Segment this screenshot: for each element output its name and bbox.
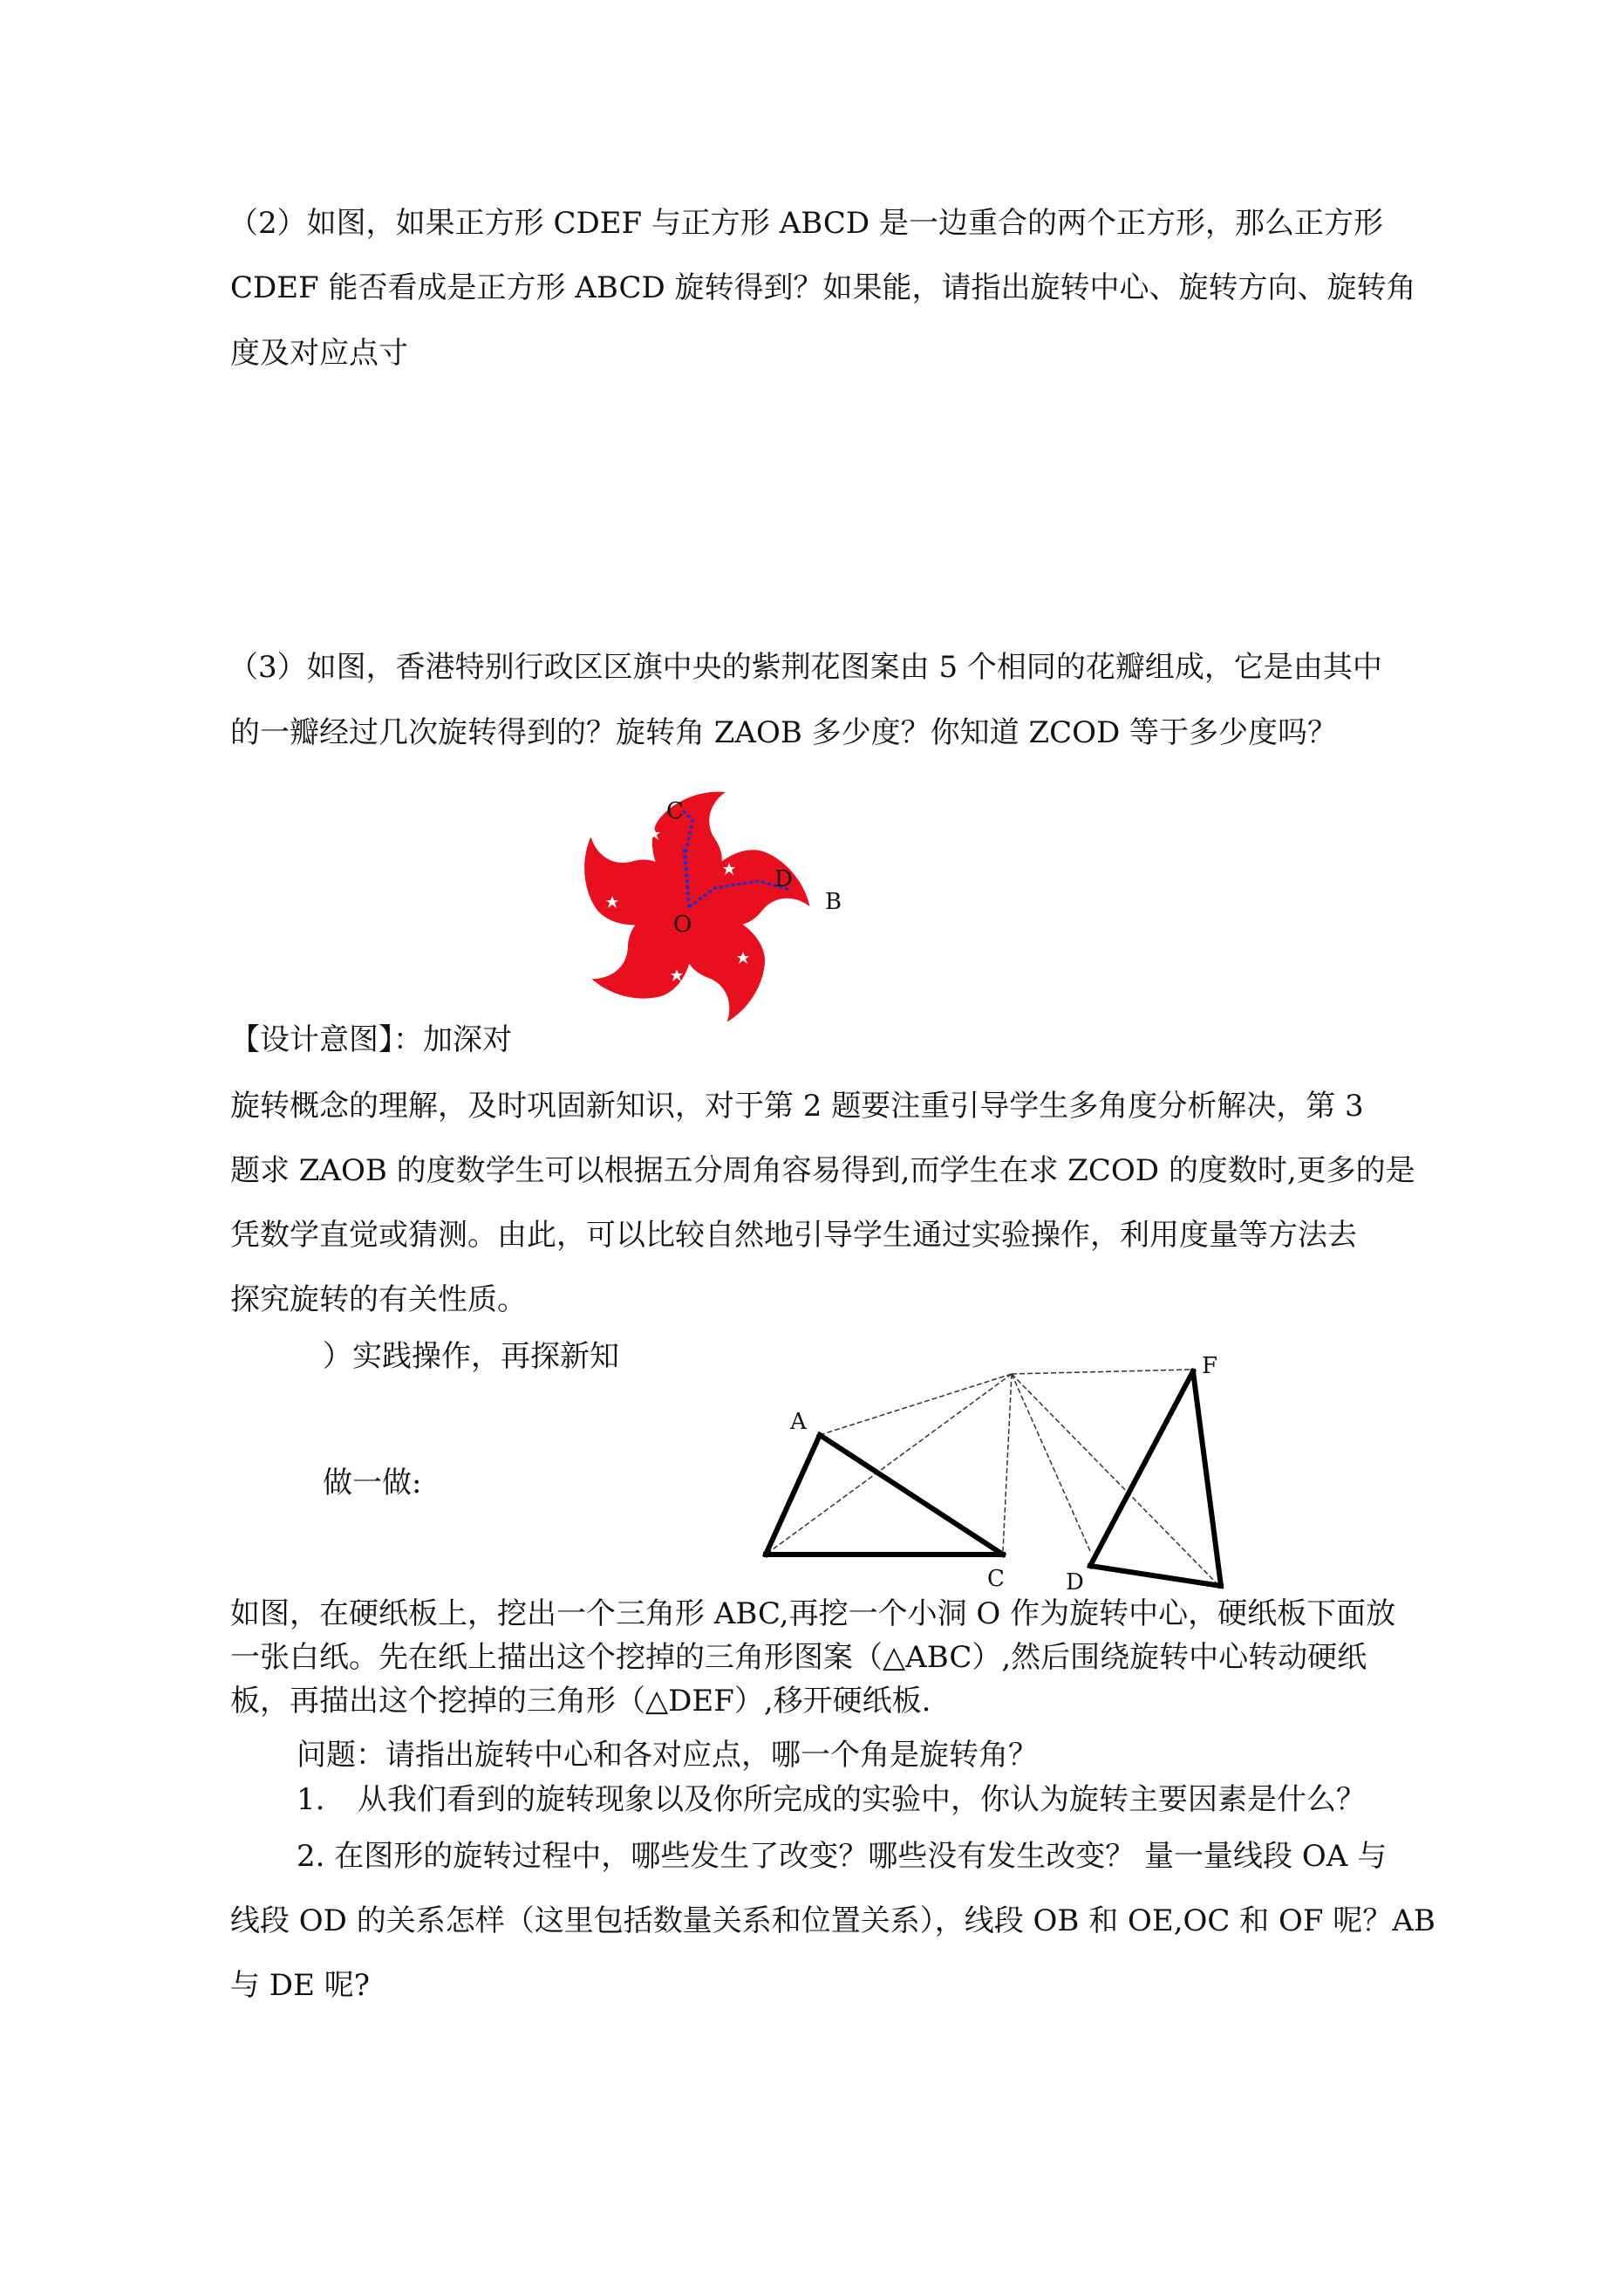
q3-line-2: 的一瓣经过几次旋转得到的？旋转角 ZAOB 多少度？你知道 ZCOD 等于多少度吗？ — [230, 715, 1338, 750]
practice-heading: ）实践操作，再探新知 — [323, 1339, 619, 1374]
q2-line-2: CDEF 能否看成是正方形 ABCD 旋转得到？如果能，请指出旋转中心、旋转方向、旋转角 — [230, 270, 1416, 305]
experiment-line-3: 板，再描出这个挖掉的三角形（△DEF）,移开硬纸板. — [230, 1684, 931, 1719]
questions-intro: 问题：请指出旋转中心和各对应点，哪一个角是旋转角？ — [297, 1738, 1038, 1773]
question-2-line-1: 2. 在图形的旋转过程中，哪些发生了改变？哪些没有发生改变？ 量一量线段 OA 与 — [297, 1839, 1388, 1874]
question-2-line-3: 与 DE 呢? — [230, 1968, 370, 2003]
design-line-3: 凭数学直觉或猜测。由此，可以比较自然地引导学生通过实验操作，利用度量等方法去 — [230, 1218, 1357, 1253]
design-heading: 【设计意图】：加深对 — [230, 1022, 512, 1057]
label-c: C — [666, 798, 684, 824]
label-c2: C — [987, 1566, 1005, 1592]
q2-line-3: 度及对应点寸 — [230, 336, 408, 371]
design-line-4: 探究旋转的有关性质。 — [230, 1282, 527, 1317]
label-b: B — [825, 889, 842, 915]
question-1-text: 从我们看到的旋转现象以及你所完成的实验中，你认为旋转主要因素是什么？ — [358, 1782, 1366, 1817]
label-o: O — [673, 912, 692, 938]
experiment-line-1: 如图，在硬纸板上，挖出一个三角形 ABC,再挖一个小洞 O 作为旋转中心，硬纸板下面放 — [230, 1596, 1396, 1631]
label-d2: D — [1066, 1569, 1084, 1596]
design-line-2: 题求 ZAOB 的度数学生可以根据五分周角容易得到,而学生在求 ZCOD 的度数时,更多的是 — [230, 1153, 1415, 1188]
triangle-def — [1090, 1371, 1221, 1586]
label-f: F — [1202, 1353, 1218, 1379]
do-it-label: 做一做: — [323, 1466, 422, 1500]
label-d: D — [774, 866, 793, 892]
label-a: A — [790, 1409, 807, 1435]
q3-line-1: （3）如图，香港特别行政区区旗中央的紫荆花图案由 5 个相同的花瓣组成，它是由其中 — [228, 650, 1382, 685]
triangle-abc — [766, 1435, 1003, 1555]
bauhinia-flower-figure — [558, 768, 855, 1038]
experiment-line-2: 一张白纸。先在纸上描出这个挖掉的三角形图案（△ABC）,然后围绕旋转中心转动硬纸 — [230, 1640, 1367, 1675]
question-1-number: 1. — [297, 1782, 325, 1817]
q2-line-1: （2）如图，如果正方形 CDEF 与正方形 ABCD 是一边重合的两个正方形，那么正方形 — [228, 206, 1383, 241]
question-2-line-2: 线段 OD 的关系怎样（这里包括数量关系和位置关系），线段 OB 和 OE,OC 和 OF 呢？AB — [230, 1903, 1435, 1938]
design-line-1: 旋转概念的理解，及时巩固新知识，对于第 2 题要注重引导学生多角度分析解决，第 3 — [230, 1089, 1364, 1124]
rotated-triangles-figure — [750, 1352, 1238, 1596]
